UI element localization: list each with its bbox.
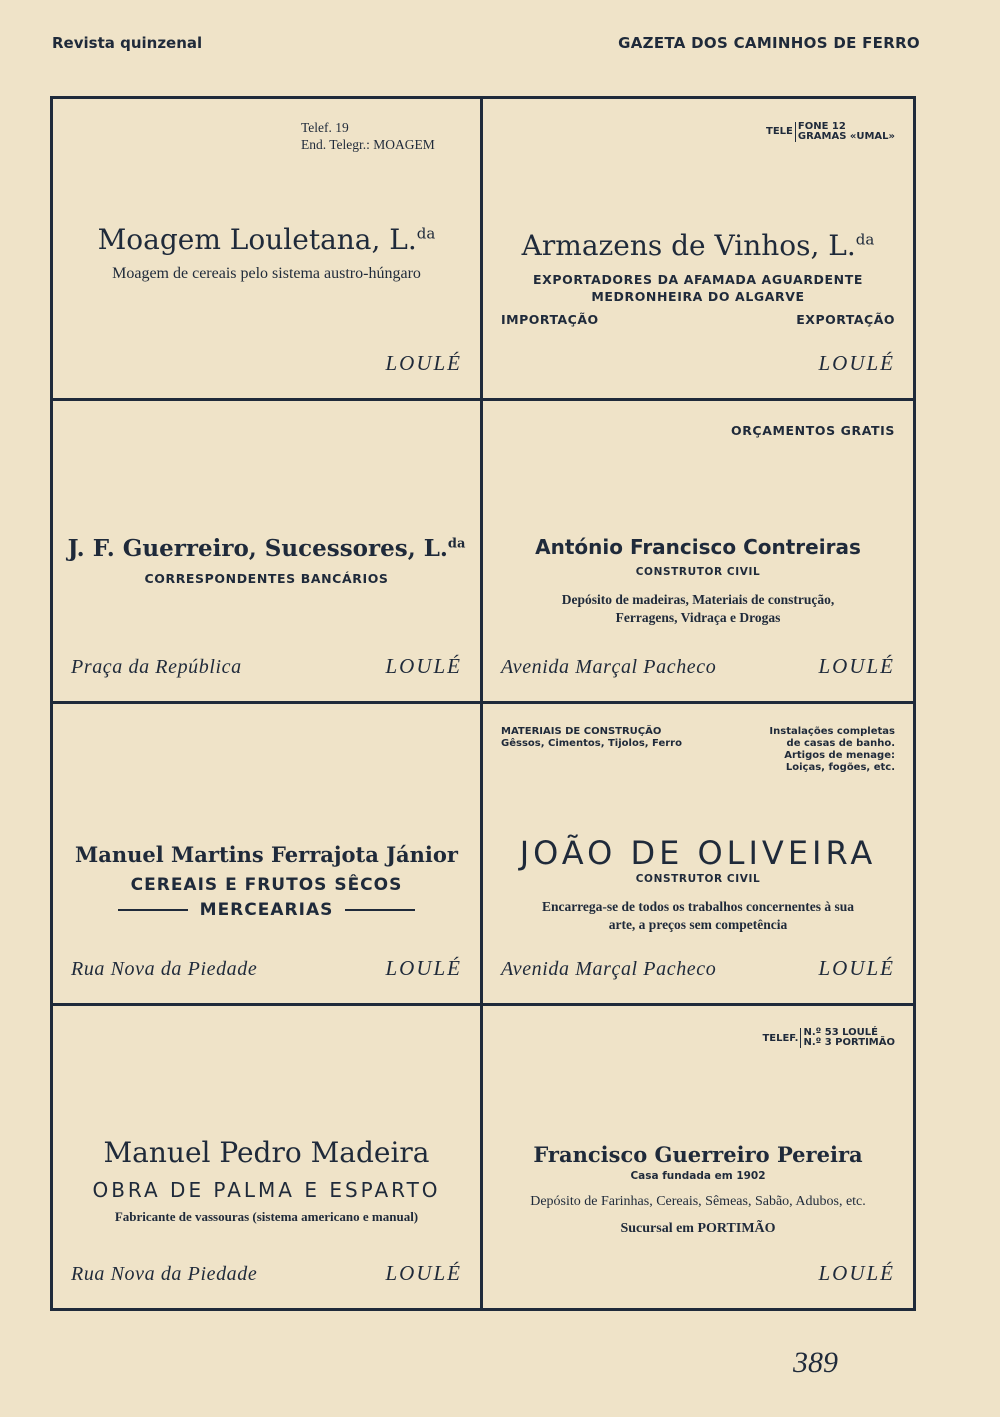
ferrajota-line2: MERCEARIAS <box>199 899 334 920</box>
pereira-tele-prefix: TELEF. <box>762 1032 799 1044</box>
armazens-tele <box>766 121 895 142</box>
moagem-name <box>53 223 480 256</box>
oliveira-tr-line3: Artigos de menage: <box>784 749 895 761</box>
pereira-name: Francisco Guerreiro Pereira <box>533 1141 863 1167</box>
ad-ferrajota <box>53 704 483 1006</box>
ad-contreiras <box>483 401 913 703</box>
guerreiro-name-text: J. F. Guerreiro, Sucessores, L. <box>67 535 448 563</box>
oliveira-city: LOULÉ <box>818 955 895 980</box>
pereira-line1: Depósito de Farinhas, Cereais, Sêmeas, Sabão, Adubos, etc. <box>530 1193 866 1209</box>
oliveira-tl-line2: Gêssos, Cimentos, Tijolos, Ferro <box>501 737 682 749</box>
oliveira-desc-line1: Encarrega-se de todos os trabalhos concernentes à sua <box>541 898 855 914</box>
armazens-desc <box>483 271 913 305</box>
armazens-tele-prefix: TELE <box>766 126 793 137</box>
page-header <box>52 34 920 52</box>
armazens-name-text: Armazens de Vinhos, L. <box>521 229 856 262</box>
moagem-name-sup: da <box>416 224 436 243</box>
oliveira-tl-line1: MATERIAIS DE CONSTRUÇÃO <box>501 725 662 737</box>
pereira-founded: Casa fundada em 1902 <box>630 1169 766 1182</box>
pereira-line2: Sucursal em PORTIMÃO <box>620 1220 776 1236</box>
oliveira-top-right <box>769 726 895 774</box>
oliveira-desc-line2: arte, a preços sem competência <box>608 916 788 932</box>
header-left: Revista quinzenal <box>52 34 203 52</box>
moagem-city: LOULÉ <box>385 351 462 376</box>
armazens-tele-line1: FONE 12 <box>797 120 846 132</box>
ad-pereira <box>483 1006 913 1308</box>
ad-madeira <box>53 1006 483 1308</box>
ferrajota-rule-left <box>118 909 188 911</box>
madeira-line1: OBRA DE PALMA E ESPARTO <box>92 1177 441 1202</box>
oliveira-role: CONSTRUTOR CIVIL <box>635 872 761 885</box>
contreiras-top-right: ORÇAMENTOS GRATIS <box>730 423 895 439</box>
contreiras-desc-line2: Ferragens, Vidraça e Drogas <box>615 610 781 626</box>
madeira-city: LOULÉ <box>385 1261 462 1285</box>
ferrajota-address: Rua Nova da Piedade <box>71 957 258 980</box>
ferrajota-line2-row <box>53 900 480 920</box>
armazens-tele-line2: GRAMAS «UMAL» <box>797 130 895 142</box>
pereira-tele-line1: N.º 53 LOULÉ <box>803 1027 878 1039</box>
guerreiro-address: Praça da República <box>71 655 242 678</box>
contreiras-address: Avenida Marçal Pacheco <box>501 655 717 678</box>
ferrajota-name: Manuel Martins Ferrajota Jánior <box>75 841 458 867</box>
ad-oliveira <box>483 704 913 1006</box>
oliveira-desc <box>483 898 913 934</box>
ad-guerreiro <box>53 401 483 703</box>
contreiras-desc-line1: Depósito de madeiras, Materiais de construção, <box>561 592 835 608</box>
oliveira-top-left <box>501 726 682 750</box>
madeira-name: Manuel Pedro Madeira <box>103 1135 430 1169</box>
armazens-desc-line2: MEDRONHEIRA DO ALGARVE <box>591 289 805 304</box>
guerreiro-name <box>53 535 480 562</box>
armazens-name-sup: da <box>855 230 875 249</box>
oliveira-address: Avenida Marçal Pacheco <box>501 957 717 980</box>
armazens-name <box>483 229 913 262</box>
ferrajota-line1: CEREAIS E FRUTOS SÊCOS <box>130 874 403 895</box>
moagem-phone-line2: End. Telegr.: MOAGEM <box>301 137 435 152</box>
armazens-city: LOULÉ <box>818 351 895 376</box>
contreiras-name: António Francisco Contreiras <box>535 535 861 560</box>
madeira-address: Rua Nova da Piedade <box>71 1263 258 1285</box>
armazens-import: IMPORTAÇÃO <box>501 312 599 327</box>
ad-moagem <box>53 99 483 401</box>
ads-grid <box>50 96 916 1311</box>
ferrajota-city: LOULÉ <box>385 955 462 980</box>
moagem-phone-line1: Telef. 19 <box>301 120 349 135</box>
pereira-city: LOULÉ <box>818 1261 895 1285</box>
moagem-phone <box>301 119 435 153</box>
contreiras-desc <box>483 591 913 627</box>
madeira-line2: Fabricante de vassouras (sistema americano e manual) <box>114 1208 419 1224</box>
header-right: GAZETA DOS CAMINHOS DE FERRO <box>618 34 920 52</box>
armazens-export: EXPORTAÇÃO <box>796 312 895 327</box>
oliveira-tr-line2: de casas de banho. <box>786 737 895 749</box>
ad-armazens <box>483 99 913 401</box>
moagem-subtitle: Moagem de cereais pelo sistema austro-húngaro <box>112 265 421 282</box>
guerreiro-name-sup: da <box>447 536 466 552</box>
pereira-tele <box>762 1028 895 1049</box>
moagem-name-text: Moagem Louletana, L. <box>97 223 417 256</box>
guerreiro-city: LOULÉ <box>385 653 462 678</box>
contreiras-role: CONSTRUTOR CIVIL <box>635 566 761 579</box>
oliveira-tr-line4: Loiças, fogões, etc. <box>785 761 895 773</box>
page-number: 389 <box>793 1346 838 1379</box>
oliveira-tr-line1: Instalações completas <box>769 725 895 737</box>
contreiras-city: LOULÉ <box>818 653 895 678</box>
pereira-tele-line2: N.º 3 PORTIMÃO <box>803 1037 895 1049</box>
oliveira-name: JOÃO DE OLIVEIRA <box>519 833 877 872</box>
guerreiro-subtitle: CORRESPONDENTES BANCÁRIOS <box>144 571 389 587</box>
ferrajota-rule-right <box>345 909 415 911</box>
armazens-desc-line1: EXPORTADORES DA AFAMADA AGUARDENTE <box>533 272 863 287</box>
